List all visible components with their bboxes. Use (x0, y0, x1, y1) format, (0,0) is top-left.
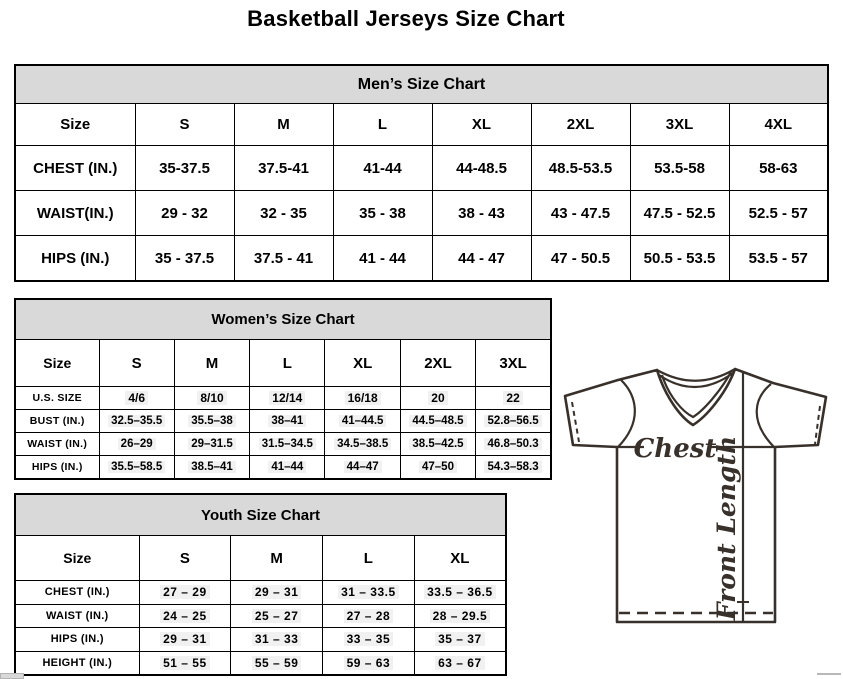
youth-size-col-xl: XL (414, 536, 506, 581)
men-size-col-m: M (234, 104, 333, 146)
youth-cell (323, 581, 415, 605)
men-cell: 48.5-53.5 (531, 146, 630, 191)
women-size-col-m: M (174, 340, 249, 387)
youth-size-col-s: S (139, 536, 231, 581)
youth-cell-value: 35 – 37 (435, 632, 485, 646)
women-table-row (15, 433, 551, 456)
women-cell (400, 456, 475, 480)
youth-cell-value: 29 – 31 (160, 632, 210, 646)
women-cell (476, 387, 551, 410)
youth-cell-value: 51 – 55 (160, 656, 210, 670)
jersey-outline (565, 369, 826, 622)
youth-cell (414, 581, 506, 605)
women-size-col-2xl: 2XL (400, 340, 475, 387)
women-cell-value: 34.5–38.5 (334, 438, 391, 450)
women-cell (250, 410, 325, 433)
women-size-col-3xl: 3XL (476, 340, 551, 387)
men-cell: 41-44 (333, 146, 432, 191)
women-cell (99, 410, 174, 433)
youth-cell (231, 581, 323, 605)
men-cell: 50.5 - 53.5 (630, 236, 729, 282)
women-cell-value: 41–44 (268, 461, 306, 473)
women-cell-value: 31.5–34.5 (259, 438, 316, 450)
men-cell: 35 - 37.5 (135, 236, 234, 282)
youth-cell-value: 31 – 33.5 (338, 585, 399, 599)
women-cell-value: 4/6 (125, 391, 148, 405)
men-cell: 29 - 32 (135, 191, 234, 236)
mens-size-table (14, 64, 829, 282)
men-row-label: HIPS (IN.) (15, 236, 135, 282)
scrollbar-fragment-left[interactable] (0, 673, 24, 679)
men-table-row (15, 236, 828, 282)
youth-cell (414, 628, 506, 652)
youth-corner-size-label: Size (15, 536, 139, 581)
women-cell (99, 433, 174, 456)
men-row-label: CHEST (IN.) (15, 146, 135, 191)
youth-cell (323, 604, 415, 628)
women-cell (174, 433, 249, 456)
youth-cell-value: 24 – 25 (160, 609, 210, 623)
women-table-row (15, 387, 551, 410)
women-cell (174, 410, 249, 433)
women-row-label: U.S. SIZE (15, 387, 99, 410)
youth-row-label: CHEST (IN.) (15, 581, 139, 605)
youth-table-row (15, 581, 506, 605)
youth-size-col-m: M (231, 536, 323, 581)
women-cell (250, 387, 325, 410)
men-size-chart-heading: Men’s Size Chart (15, 65, 828, 104)
men-table-row (15, 146, 828, 191)
men-cell: 58-63 (729, 146, 828, 191)
youth-cell (414, 651, 506, 675)
front-length-label: Front Length (712, 435, 741, 621)
women-table-row (15, 410, 551, 433)
men-cell: 37.5-41 (234, 146, 333, 191)
women-cell-value: 47–50 (419, 461, 457, 473)
men-cell: 47.5 - 52.5 (630, 191, 729, 236)
women-cell (325, 410, 400, 433)
men-cell: 41 - 44 (333, 236, 432, 282)
women-cell-value: 41–44.5 (339, 415, 387, 427)
women-cell (400, 433, 475, 456)
women-cell (476, 456, 551, 480)
youth-row-label: HEIGHT (IN.) (15, 651, 139, 675)
men-cell: 44-48.5 (432, 146, 531, 191)
youth-cell-value: 33 – 35 (344, 632, 394, 646)
youth-cell-value: 28 – 29.5 (430, 609, 491, 623)
men-cell: 52.5 - 57 (729, 191, 828, 236)
women-cell-value: 20 (428, 391, 447, 405)
women-size-col-l: L (250, 340, 325, 387)
women-cell (250, 456, 325, 480)
women-size-col-xl: XL (325, 340, 400, 387)
youth-table-row (15, 628, 506, 652)
women-cell (174, 387, 249, 410)
womens-size-table (14, 298, 552, 480)
youth-cell (231, 604, 323, 628)
jersey-measurement-diagram (556, 362, 834, 628)
men-size-col-l: L (333, 104, 432, 146)
men-cell: 53.5 - 57 (729, 236, 828, 282)
women-cell (99, 456, 174, 480)
women-cell-value: 16/18 (345, 391, 381, 405)
youth-cell (323, 628, 415, 652)
youth-size-chart-heading: Youth Size Chart (15, 494, 506, 536)
women-cell (400, 410, 475, 433)
women-cell-value: 32.5–35.5 (108, 415, 165, 427)
women-cell (250, 433, 325, 456)
men-cell: 44 - 47 (432, 236, 531, 282)
women-size-chart-heading: Women’s Size Chart (15, 299, 551, 340)
women-cell (400, 387, 475, 410)
women-cell-value: 52.8–56.5 (484, 415, 541, 427)
youth-cell (231, 628, 323, 652)
men-cell: 37.5 - 41 (234, 236, 333, 282)
women-cell-value: 8/10 (197, 391, 226, 405)
youth-cell (414, 604, 506, 628)
men-table-row (15, 191, 828, 236)
women-corner-size-label: Size (15, 340, 99, 387)
youth-row-label: WAIST (IN.) (15, 604, 139, 628)
women-cell-value: 22 (503, 391, 522, 405)
women-row-label: HIPS (IN.) (15, 456, 99, 480)
men-size-col-4xl: 4XL (729, 104, 828, 146)
men-cell: 32 - 35 (234, 191, 333, 236)
youth-cell (139, 581, 231, 605)
youth-cell (323, 651, 415, 675)
youth-cell (139, 628, 231, 652)
women-cell-value: 46.8–50.3 (484, 438, 541, 450)
women-cell-value: 35.5–58.5 (108, 461, 165, 473)
youth-cell-value: 59 – 63 (344, 656, 394, 670)
women-cell-value: 38.5–42.5 (409, 438, 466, 450)
men-cell: 35-37.5 (135, 146, 234, 191)
women-cell-value: 26–29 (118, 438, 156, 450)
youth-size-col-l: L (323, 536, 415, 581)
men-cell: 38 - 43 (432, 191, 531, 236)
women-cell-value: 12/14 (269, 391, 305, 405)
men-size-col-3xl: 3XL (630, 104, 729, 146)
chest-label: Chest (633, 434, 717, 464)
youth-cell-value: 31 – 33 (252, 632, 302, 646)
youth-cell-value: 25 – 27 (252, 609, 302, 623)
women-cell-value: 29–31.5 (188, 438, 236, 450)
youth-cell (139, 651, 231, 675)
women-cell-value: 44.5–48.5 (409, 415, 466, 427)
youth-cell-value: 33.5 – 36.5 (424, 585, 496, 599)
men-size-col-xl: XL (432, 104, 531, 146)
youth-row-label: HIPS (IN.) (15, 628, 139, 652)
women-cell (476, 410, 551, 433)
youth-cell (139, 604, 231, 628)
women-cell-value: 35.5–38 (188, 415, 236, 427)
women-row-label: WAIST (IN.) (15, 433, 99, 456)
youth-cell-value: 27 – 28 (344, 609, 394, 623)
women-cell (174, 456, 249, 480)
women-cell-value: 38.5–41 (188, 461, 236, 473)
men-cell: 43 - 47.5 (531, 191, 630, 236)
women-row-label: BUST (IN.) (15, 410, 99, 433)
men-size-col-s: S (135, 104, 234, 146)
youth-table-row (15, 604, 506, 628)
youth-table-row (15, 651, 506, 675)
youth-size-table (14, 493, 507, 676)
women-size-col-s: S (99, 340, 174, 387)
page-title: Basketball Jerseys Size Chart (247, 6, 565, 31)
women-cell (325, 433, 400, 456)
men-cell: 53.5-58 (630, 146, 729, 191)
youth-cell-value: 27 – 29 (160, 585, 210, 599)
women-cell (325, 456, 400, 480)
men-row-label: WAIST(IN.) (15, 191, 135, 236)
men-size-col-2xl: 2XL (531, 104, 630, 146)
scrollbar-fragment-right[interactable] (817, 673, 841, 675)
men-cell: 35 - 38 (333, 191, 432, 236)
women-cell-value: 54.3–58.3 (484, 461, 541, 473)
youth-cell-value: 29 – 31 (252, 585, 302, 599)
youth-cell-value: 55 – 59 (252, 656, 302, 670)
women-cell (325, 387, 400, 410)
women-table-row (15, 456, 551, 480)
women-cell (476, 433, 551, 456)
youth-cell (231, 651, 323, 675)
women-cell-value: 38–41 (268, 415, 306, 427)
youth-cell-value: 63 – 67 (435, 656, 485, 670)
women-cell-value: 44–47 (344, 461, 382, 473)
men-corner-size-label: Size (15, 104, 135, 146)
men-cell: 47 - 50.5 (531, 236, 630, 282)
women-cell (99, 387, 174, 410)
